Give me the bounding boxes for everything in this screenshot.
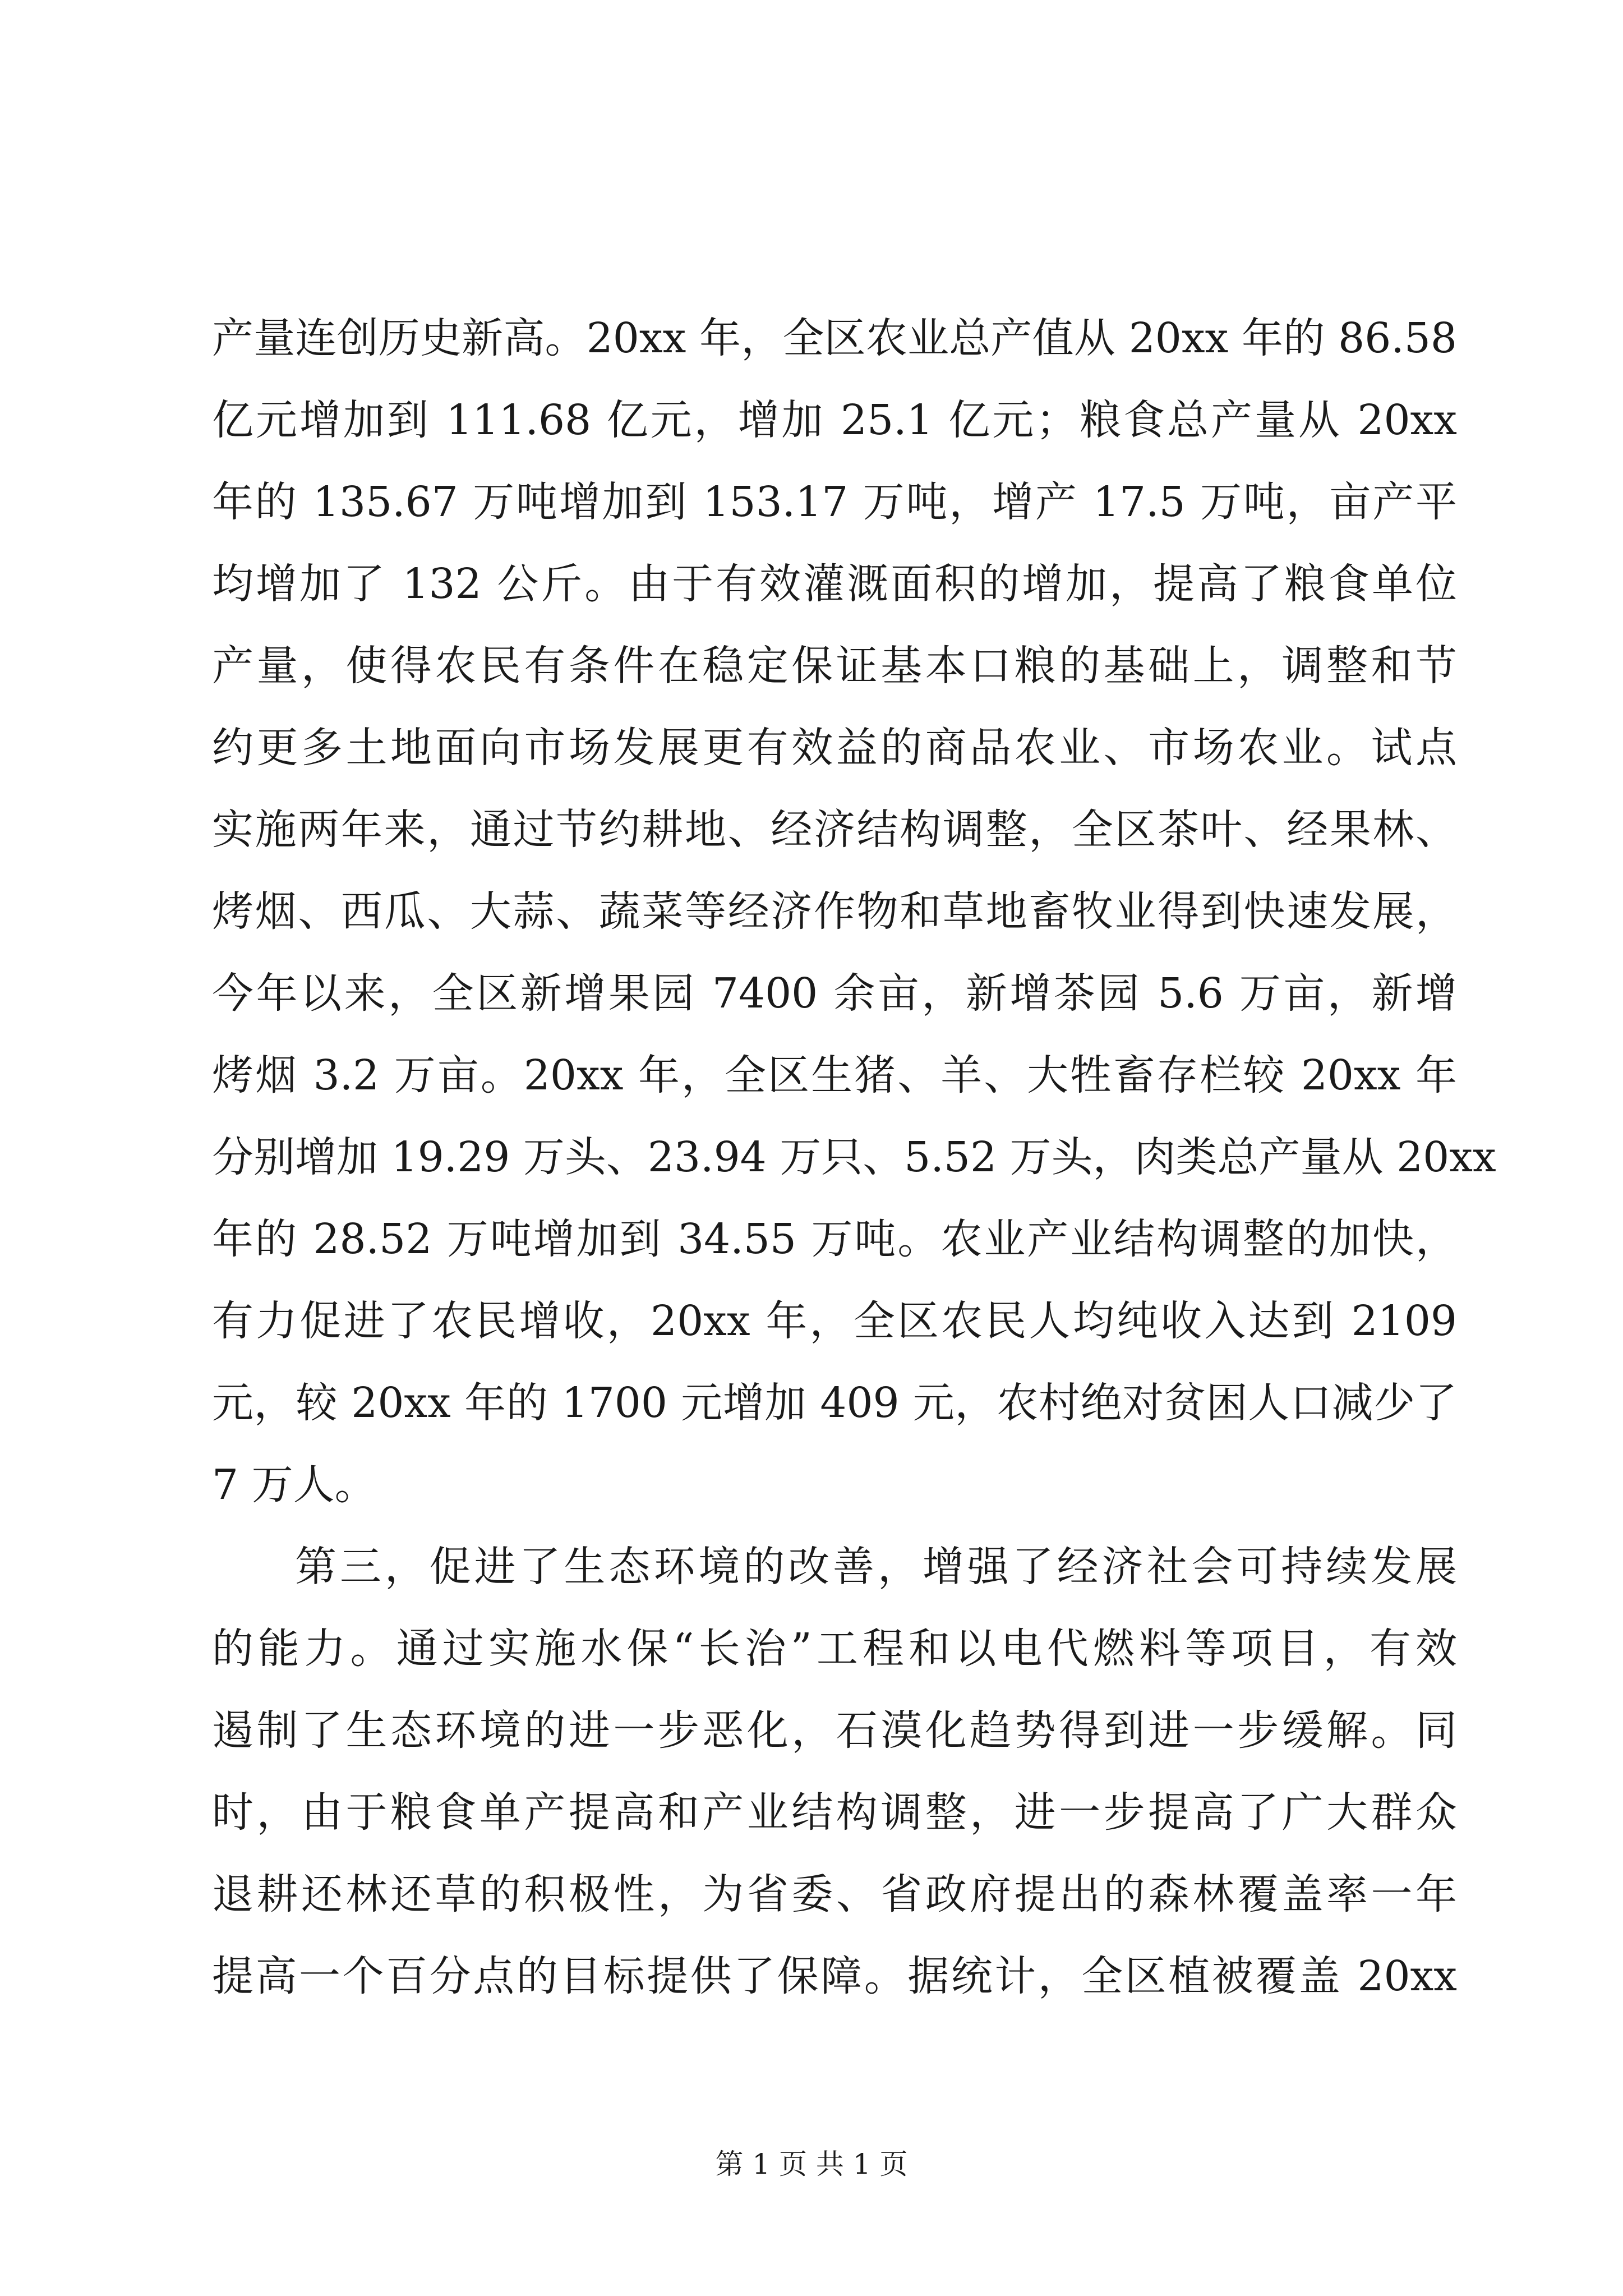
text-line: 的能力。通过实施水保“长治”工程和以电代燃料等项目，有效: [212, 1625, 1457, 1673]
text-line: 有力促进了农民增收，20xx 年，全区农民人均纯收入达到 2109: [212, 1297, 1457, 1345]
page-footer: [0, 2142, 1623, 2182]
text-line: 产量连创历史新高。20xx 年，全区农业总产值从 20xx 年的 86.58: [212, 314, 1457, 362]
text-line: 元，较 20xx 年的 1700 元增加 409 元，农村绝对贫困人口减少了: [212, 1379, 1457, 1427]
text-line: 第三，促进了生态环境的改善，增强了经济社会可持续发展: [295, 1543, 1457, 1591]
text-line: 分别增加 19.29 万头、23.94 万只、5.52 万头，肉类总产量从 20xx: [212, 1133, 1496, 1181]
text-line: 时，由于粮食单产提高和产业结构调整，进一步提高了广大群众: [212, 1788, 1457, 1837]
page-number: 第 1 页 共 1 页: [715, 2148, 908, 2180]
text-line: 实施两年来，通过节约耕地、经济结构调整，全区茶叶、经果林、: [212, 806, 1457, 854]
document-body: [212, 297, 1496, 2017]
text-line: 年的 28.52 万吨增加到 34.55 万吨。农业产业结构调整的加快，: [212, 1215, 1457, 1263]
text-line: 遏制了生态环境的进一步恶化，石漠化趋势得到进一步缓解。同: [212, 1706, 1457, 1755]
text-line: 烤烟 3.2 万亩。20xx 年，全区生猪、羊、大牲畜存栏较 20xx 年: [212, 1051, 1457, 1099]
paragraph-2: [212, 1526, 1457, 2017]
text-line: 均增加了 132 公斤。由于有效灌溉面积的增加，提高了粮食单位: [212, 560, 1457, 608]
text-line: 7 万人。: [212, 1461, 376, 1509]
text-line: 今年以来，全区新增果园 7400 余亩，新增茶园 5.6 万亩，新增: [212, 969, 1457, 1018]
text-line: 退耕还林还草的积极性，为省委、省政府提出的森林覆盖率一年: [212, 1870, 1457, 1918]
paragraph-1: [212, 297, 1496, 1526]
text-line: 亿元增加到 111.68 亿元，增加 25.1 亿元；粮食总产量从 20xx: [212, 396, 1457, 444]
text-line: 年的 135.67 万吨增加到 153.17 万吨，增产 17.5 万吨，亩产平: [212, 478, 1457, 526]
text-line: 提高一个百分点的目标提供了保障。据统计，全区植被覆盖 20xx: [212, 1952, 1457, 2000]
text-line: 烤烟、西瓜、大蒜、蔬菜等经济作物和草地畜牧业得到快速发展，: [212, 887, 1457, 936]
text-line: 约更多土地面向市场发展更有效益的商品农业、市场农业。试点: [212, 724, 1457, 772]
text-line: 产量，使得农民有条件在稳定保证基本口粮的基础上，调整和节: [212, 642, 1457, 690]
